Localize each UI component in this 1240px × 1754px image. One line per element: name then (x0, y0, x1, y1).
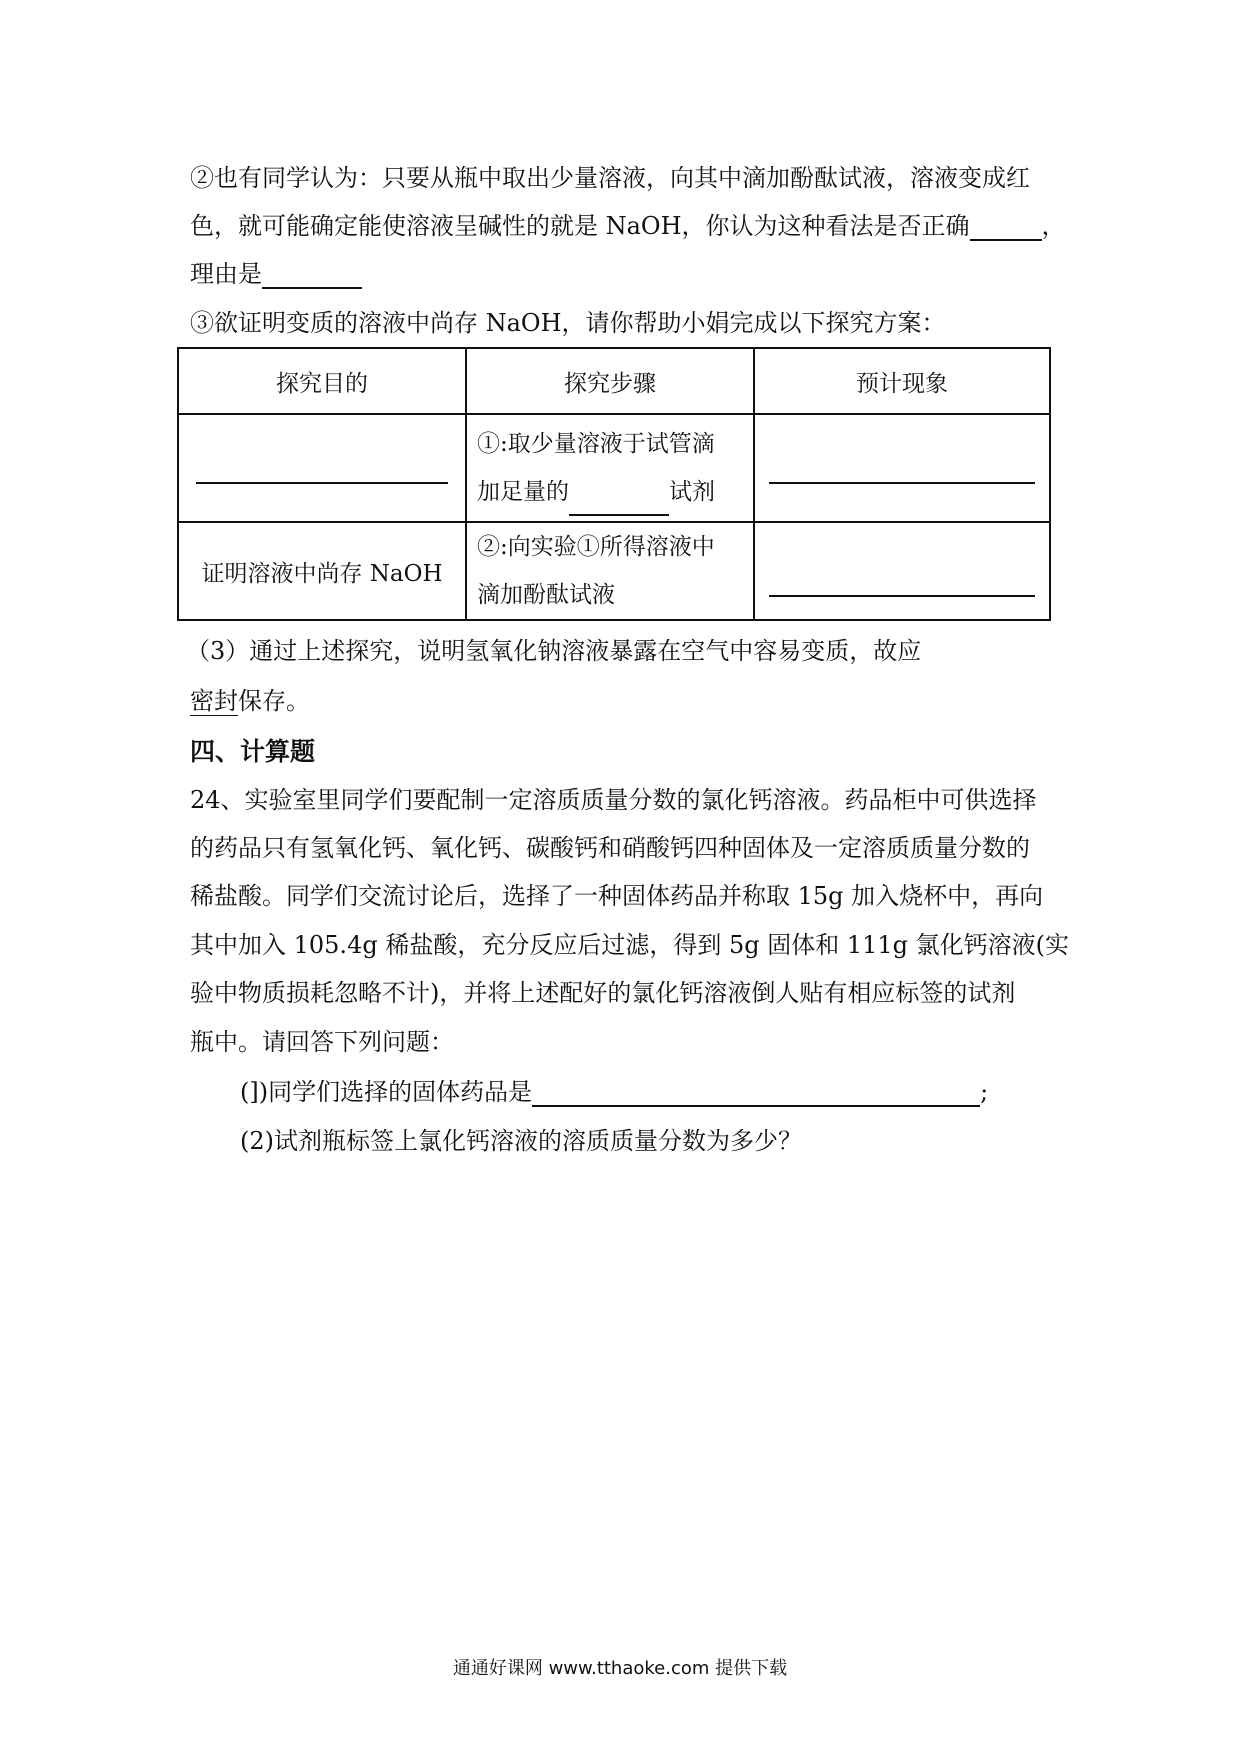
row1-step-line2-post: 试剂 (669, 479, 715, 505)
table-header-phenomenon: 预计现象 (754, 348, 1050, 414)
q23-p2-line3 (190, 259, 362, 289)
q24-sub1-label: (])同学们选择的固体药品是 (240, 1078, 533, 1106)
q23-p2-line2-text: 色，就可能确定能使溶液呈碱性的就是 NaOH，你认为这种看法是否正确 (190, 212, 970, 240)
q24-line: 瓶中。请回答下列问题： (190, 1028, 454, 1056)
keyword-seal: 密封 (190, 687, 238, 715)
page-footer: 通通好课网 www.tthaoke.com 提供下载 (452, 1658, 788, 1679)
q24-sub2: (2)试剂瓶标签上氯化钙溶液的溶质质量分数为多少？ (240, 1127, 802, 1155)
q23-conclusion-line1: （3）通过上述探究，说明氢氧化钠溶液暴露在空气中容易变质，故应 (186, 637, 922, 665)
answer-blank-correctness[interactable] (970, 215, 1042, 241)
answer-blank-reagent[interactable] (569, 490, 669, 516)
row2-step-line2: 滴加酚酞试液 (477, 582, 615, 608)
answer-blank-phenomenon-2[interactable] (769, 595, 1035, 597)
q23-p3-line: ③欲证明变质的溶液中尚存 NaOH，请你帮助小娟完成以下探究方案： (190, 309, 946, 337)
q23-p2-line2 (190, 211, 1066, 241)
row2-phenomenon-cell (754, 522, 1050, 620)
row2-step-cell (466, 522, 754, 620)
table-header-purpose: 探究目的 (178, 348, 466, 414)
table-header-steps: 探究步骤 (466, 348, 754, 414)
row1-step-cell (466, 414, 754, 522)
q23-reason-label: 理由是 (190, 260, 262, 288)
q24-sub1-end: ; (980, 1078, 989, 1106)
table-row (178, 522, 1050, 620)
row2-purpose-cell: 证明溶液中尚存 NaOH (178, 522, 466, 620)
table-row (178, 414, 1050, 522)
q24-line: 24、实验室里同学们要配制一定溶质质量分数的氯化钙溶液。药品柜中可供选择 (190, 786, 1037, 814)
section-title: 四、计算题 (190, 737, 316, 766)
q23-p2-line1: ②也有同学认为：只要从瓶中取出少量溶液，向其中滴加酚酞试液，溶液变成红 (190, 164, 1030, 192)
q24-line: 其中加入 105.4g 稀盐酸，充分反应后过滤，得到 5g 固体和 111g 氯化钙溶液(实 (190, 931, 1070, 959)
answer-blank-purpose[interactable] (196, 482, 448, 484)
row1-phenomenon-cell (754, 414, 1050, 522)
q23-conclusion-rest: 保存。 (238, 687, 310, 715)
q24-line: 稀盐酸。同学们交流讨论后，选择了一种固体药品并称取 15g 加入烧杯中，再向 (190, 882, 1044, 910)
answer-blank-phenomenon-1[interactable] (769, 482, 1035, 484)
row2-step-line1: ②:向实验①所得溶液中 (477, 534, 715, 560)
experiment-plan-table (177, 347, 1051, 621)
q23-conclusion-line2 (190, 686, 310, 716)
row1-step-line2-pre: 加足量的 (477, 479, 569, 505)
row1-purpose-cell (178, 414, 466, 522)
row1-step-line1: ①:取少量溶液于试管滴 (477, 431, 715, 457)
answer-blank-solid-reagent[interactable] (532, 1081, 980, 1107)
answer-blank-reason[interactable] (262, 263, 362, 289)
q24-line: 的药品只有氢氧化钙、氧化钙、碳酸钙和硝酸钙四种固体及一定溶质质量分数的 (190, 834, 1030, 862)
q23-p2-line2-end: ， (1041, 212, 1066, 240)
row1-step-line2 (477, 468, 743, 516)
q24-sub1 (240, 1077, 988, 1107)
q24-line: 验中物质损耗忽略不计)，并将上述配好的氯化钙溶液倒人贴有相应标签的试剂 (190, 979, 1016, 1007)
